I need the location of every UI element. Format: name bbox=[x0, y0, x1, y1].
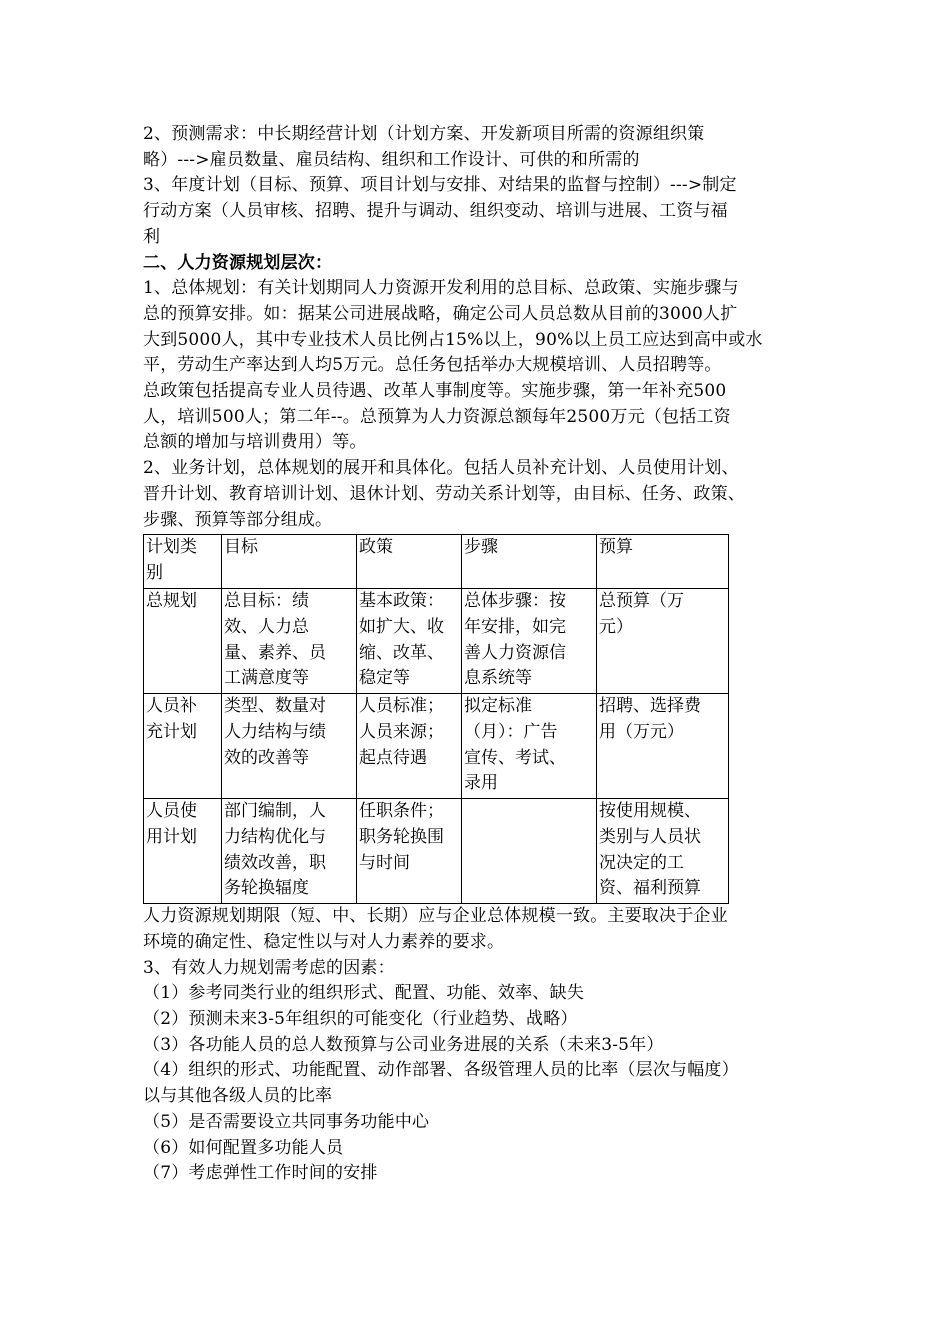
header-cell bbox=[144, 535, 222, 589]
text-line: 3、有效人力规划需考虑的因素： bbox=[143, 957, 395, 978]
table-header-row bbox=[144, 535, 729, 589]
cell-text: 效的改善等 bbox=[224, 747, 309, 768]
cell-text: 拟定标准 bbox=[464, 696, 532, 717]
text-line: 略）--->雇员数量、雇员结构、组织和工作设计、可供的和所需的 bbox=[143, 149, 640, 170]
cell-text: 类型、数量对 bbox=[224, 696, 326, 717]
table-cell bbox=[222, 694, 357, 799]
cell-text: 元） bbox=[599, 616, 633, 637]
document-content bbox=[143, 122, 813, 1187]
text-line: （2）预测未来3-5年组织的可能变化（行业趋势、战略） bbox=[143, 1009, 578, 1030]
cell-text: 录用 bbox=[464, 773, 498, 794]
cell-text: 务轮换辐度 bbox=[224, 878, 309, 899]
cell-text: 总规划 bbox=[146, 591, 197, 612]
cell-text: 按使用规模、 bbox=[599, 801, 701, 822]
text-line: 利 bbox=[143, 226, 161, 247]
text-line: 步骤、预算等部分组成。 bbox=[143, 509, 333, 530]
text-line: 总的预算安排。如：据某公司进展战略，确定公司人员总数从目前的3000人扩 bbox=[143, 303, 738, 324]
text-line: 晋升计划、教育培训计划、退休计划、劳动关系计划等，由目标、任务、政策、 bbox=[143, 483, 745, 504]
cell-text: 人员使 bbox=[146, 801, 197, 822]
cell-text: 息系统等 bbox=[464, 668, 532, 689]
table-cell bbox=[144, 589, 222, 694]
cell-text: 计划类 bbox=[146, 537, 197, 558]
table-cell bbox=[144, 694, 222, 799]
table-cell bbox=[357, 799, 462, 904]
cell-text: 工满意度等 bbox=[224, 668, 309, 689]
cell-text: 资、福利预算 bbox=[599, 878, 701, 899]
cell-text: 起点待遇 bbox=[359, 747, 427, 768]
table-cell bbox=[357, 589, 462, 694]
plan-table bbox=[143, 534, 729, 904]
cell-text: 况决定的工 bbox=[599, 852, 684, 873]
text-line: 2、预测需求：中长期经营计划（计划方案、开发新项目所需的资源组织策 bbox=[143, 124, 705, 144]
cell-text: 善人力资源信 bbox=[464, 642, 566, 663]
table-row bbox=[144, 589, 729, 694]
text-line: 大到5000人，其中专业技术人员比例占15%以上，90%以上员工应达到高中或水 bbox=[143, 329, 763, 350]
cell-text: 用计划 bbox=[146, 826, 197, 847]
text-line: 环境的确定性、稳定性以与对人力素养的要求。 bbox=[143, 931, 505, 952]
text-line: （3）各功能人员的总人数预算与公司业务进展的关系（未来3-5年） bbox=[143, 1034, 664, 1055]
text-line: （7）考虑弹性工作时间的安排 bbox=[143, 1163, 378, 1184]
text-line: （6）如何配置多功能人员 bbox=[143, 1137, 344, 1158]
cell-text: 基本政策： bbox=[359, 591, 444, 612]
text-line: （1）参考同类行业的组织形式、配置、功能、效率、缺失 bbox=[143, 983, 585, 1004]
table-row bbox=[144, 694, 729, 799]
table-cell bbox=[597, 694, 729, 799]
text-line: （5）是否需要设立共同事务功能中心 bbox=[143, 1111, 430, 1132]
table-cell bbox=[462, 589, 597, 694]
table-cell bbox=[357, 694, 462, 799]
table-cell bbox=[597, 589, 729, 694]
cell-text: 宣传、考试、 bbox=[464, 747, 566, 768]
table-cell bbox=[222, 799, 357, 904]
table-cell-empty bbox=[462, 799, 597, 904]
cell-text: 用（万元） bbox=[599, 721, 684, 742]
table-cell bbox=[144, 799, 222, 904]
top-paragraphs bbox=[143, 122, 813, 251]
cell-text: 总目标：绩 bbox=[224, 591, 309, 612]
cell-text: 效、人力总 bbox=[224, 616, 309, 637]
cell-text: 力结构优化与 bbox=[224, 826, 326, 847]
table-cell bbox=[597, 799, 729, 904]
cell-text: 预算 bbox=[599, 537, 633, 558]
text-line: 总政策包括提高专业人员待遇、改革人事制度等。实施步骤，第一年补充500 bbox=[143, 381, 727, 402]
text-line: 3、年度计划（目标、预算、项目计划与安排、对结果的监督与控制）--->制定 bbox=[143, 175, 737, 196]
cell-text: （月）：广告 bbox=[464, 721, 558, 742]
text-line: 以与其他各级人员的比率 bbox=[143, 1086, 333, 1107]
middle-paragraphs bbox=[143, 276, 813, 533]
cell-text: 人员标准； bbox=[359, 696, 444, 717]
cell-text: 任职条件； bbox=[359, 801, 444, 822]
cell-text: 总体步骤：按 bbox=[464, 591, 566, 612]
cell-text: 如扩大、收 bbox=[359, 616, 444, 637]
text-line: 1、总体规划：有关计划期同人力资源开发利用的总目标、总政策、实施步骤与 bbox=[143, 278, 739, 299]
cell-text: 与时间 bbox=[359, 852, 410, 873]
cell-text: 量、素养、员 bbox=[224, 642, 326, 663]
header-cell bbox=[462, 535, 597, 589]
section-heading: 二、人力资源规划层次： bbox=[143, 252, 333, 273]
cell-text: 步骤 bbox=[464, 537, 498, 558]
bottom-paragraphs bbox=[143, 904, 813, 1187]
text-line: （4）组织的形式、功能配置、动作部署、各级管理人员的比率（层次与幅度） bbox=[143, 1060, 739, 1081]
text-line: 人力资源规划期限（短、中、长期）应与企业总体规模一致。主要取决于企业 bbox=[143, 906, 728, 927]
cell-text: 别 bbox=[146, 562, 163, 583]
cell-text: 类别与人员状 bbox=[599, 826, 701, 847]
text-line: 2、业务计划，总体规划的展开和具体化。包括人员补充计划、人员使用计划、 bbox=[143, 458, 739, 479]
cell-text: 年安排，如完 bbox=[464, 616, 566, 637]
cell-text: 缩、改革、 bbox=[359, 642, 444, 663]
header-cell bbox=[357, 535, 462, 589]
text-line: 总额的增加与培训费用）等。 bbox=[143, 432, 367, 453]
cell-text: 目标 bbox=[224, 537, 258, 558]
cell-text: 招聘、选择费 bbox=[599, 696, 701, 717]
cell-text: 政策 bbox=[359, 537, 393, 558]
cell-text: 稳定等 bbox=[359, 668, 410, 689]
header-cell bbox=[222, 535, 357, 589]
text-line: 平，劳动生产率达到人均5万元。总任务包括举办大规模培训、人员招聘等。 bbox=[143, 355, 722, 376]
text-line: 行动方案（人员审核、招聘、提升与调动、组织变动、培训与进展、工资与福 bbox=[143, 201, 728, 222]
cell-text: 职务轮换围 bbox=[359, 826, 444, 847]
table-cell bbox=[462, 694, 597, 799]
table-cell bbox=[222, 589, 357, 694]
cell-text: 部门编制，人 bbox=[224, 801, 326, 822]
cell-text: 人员来源； bbox=[359, 721, 444, 742]
cell-text: 人员补 bbox=[146, 696, 197, 717]
text-line: 人，培训500人；第二年--。总预算为人力资源总额每年2500万元（包括工资 bbox=[143, 406, 731, 427]
cell-text: 总预算（万 bbox=[599, 591, 684, 612]
cell-text: 人力结构与绩 bbox=[224, 721, 326, 742]
cell-text: 充计划 bbox=[146, 721, 197, 742]
header-cell bbox=[597, 535, 729, 589]
cell-text: 绩效改善，职 bbox=[224, 852, 326, 873]
table-row bbox=[144, 799, 729, 904]
